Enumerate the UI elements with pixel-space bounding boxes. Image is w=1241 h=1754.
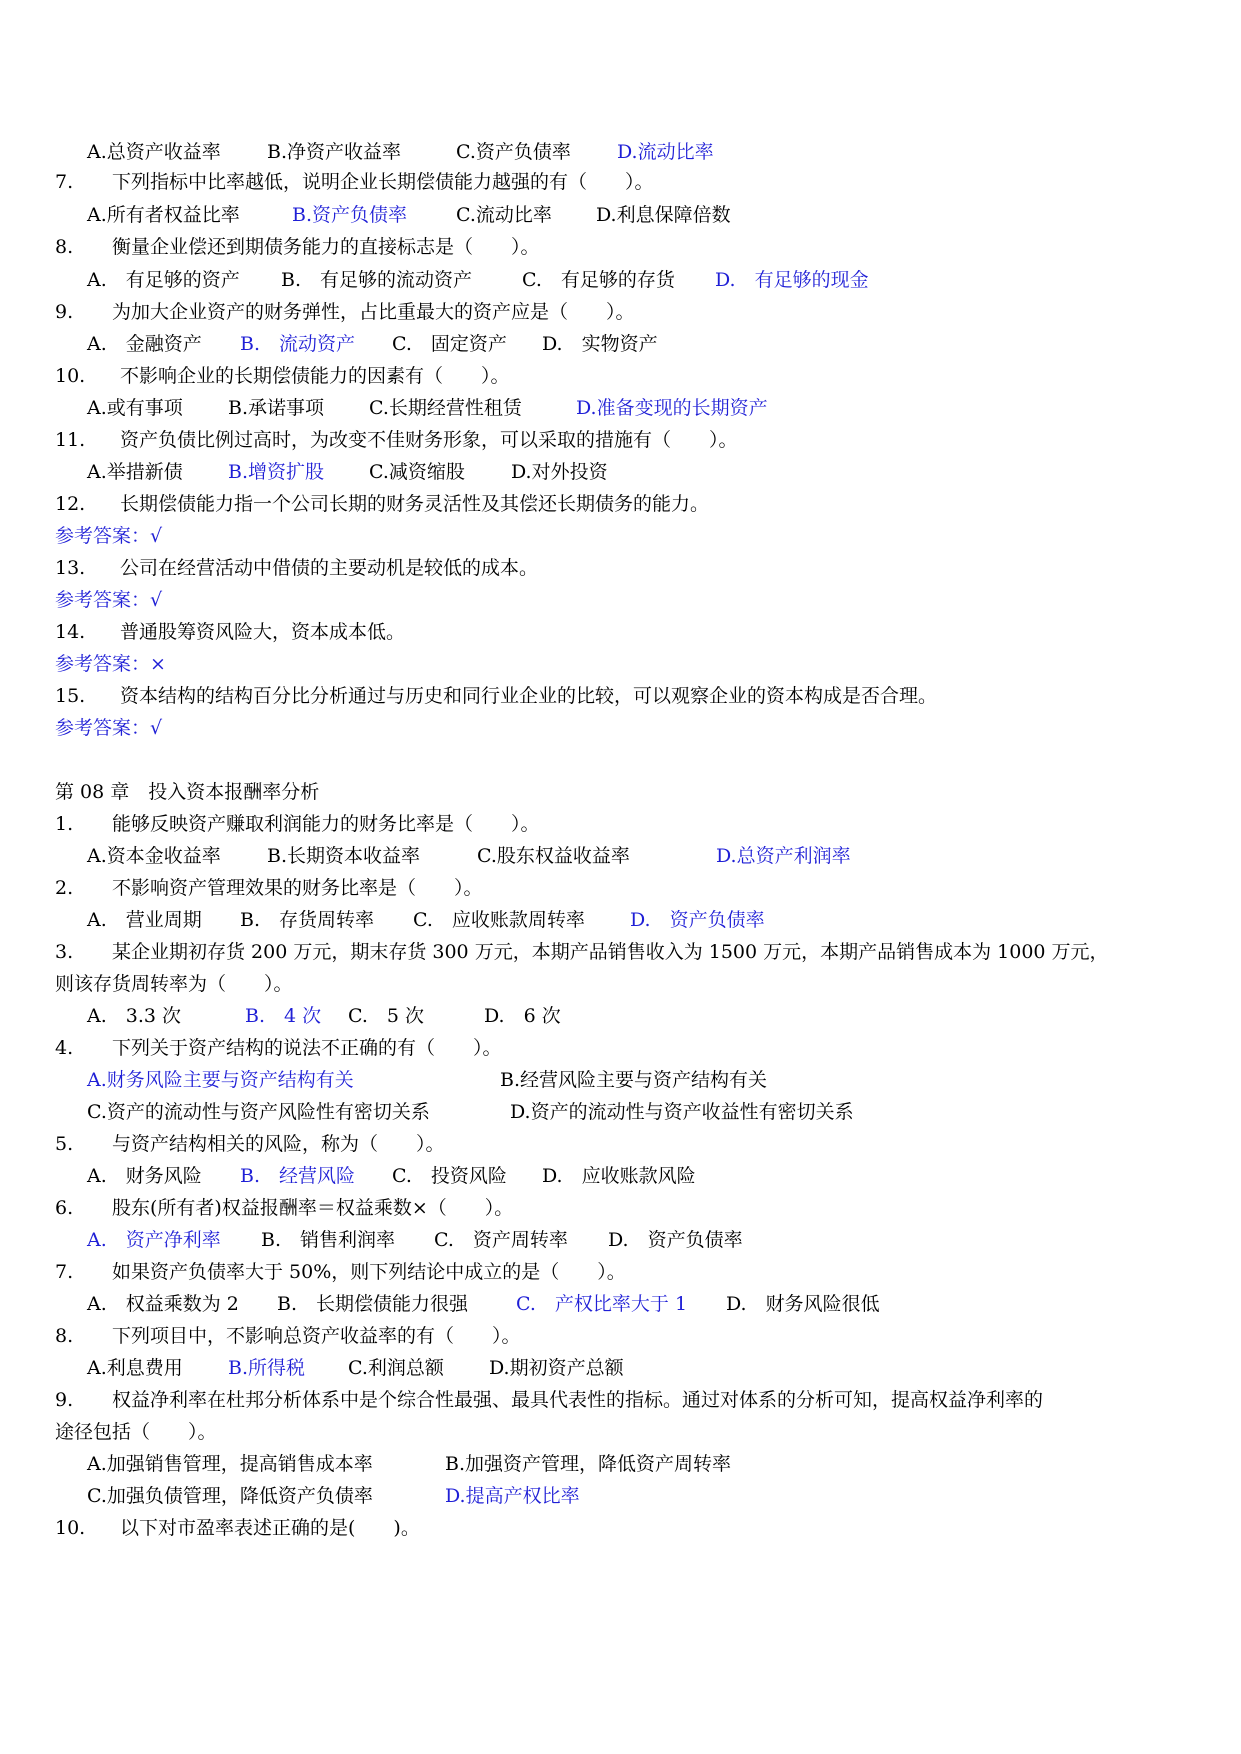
- question-line: [0, 1033, 1241, 1063]
- option: C. 投资风险: [392, 1165, 507, 1187]
- option: A. 金融资产: [87, 333, 202, 355]
- option-correct: B. 经营风险: [240, 1165, 356, 1187]
- question-number: 7.: [55, 1261, 74, 1283]
- question-number: 9.: [55, 301, 74, 323]
- question-text: 某企业期初存货 200 万元，期末存货 300 万元，本期产品销售收入为 1500 万元，本期产品销售成本为 1000 万元，: [112, 941, 1109, 963]
- question-line: [0, 1257, 1241, 1287]
- options-line: [0, 329, 1241, 359]
- option: A. 权益乘数为 2: [87, 1293, 239, 1315]
- options-line: [0, 1161, 1241, 1191]
- question-text: 如果资产负债率大于 50%，则下列结论中成立的是（ ）。: [112, 1261, 626, 1283]
- question-line: [0, 937, 1241, 967]
- reference-answer: [0, 585, 1241, 615]
- question-number: 3.: [55, 941, 74, 963]
- option: A.举措新债: [87, 461, 183, 483]
- question-continuation: [0, 1417, 1241, 1447]
- option-correct: B.资产负债率: [292, 204, 408, 226]
- option-correct: A. 资产净利率: [87, 1229, 221, 1251]
- question-text: 权益净利率在杜邦分析体系中是个综合性最强、最具代表性的指标。通过对体系的分析可知，提高权益净利率的: [112, 1389, 1044, 1411]
- question-line: [0, 1129, 1241, 1159]
- reference-answer-text: 参考答案：√: [55, 717, 163, 739]
- option: D.对外投资: [511, 461, 608, 483]
- question-number: 5.: [55, 1133, 74, 1155]
- option: A. 3.3 次: [87, 1005, 182, 1027]
- question-number: 10.: [55, 365, 86, 387]
- chapter-title: 第 08 章 投入资本报酬率分析: [55, 781, 320, 803]
- option: D. 财务风险很低: [726, 1293, 880, 1315]
- reference-answer-text: 参考答案：√: [55, 589, 163, 611]
- reference-answer: [0, 713, 1241, 743]
- options-line: [0, 1001, 1241, 1031]
- question-line: [0, 553, 1241, 583]
- option-correct: B.增资扩股: [228, 461, 325, 483]
- option-correct: B. 流动资产: [240, 333, 356, 355]
- continuation-text: 则该存货周转率为（ ）。: [55, 973, 293, 995]
- question-line: [0, 681, 1241, 711]
- question-number: 8.: [55, 236, 74, 258]
- option-correct: B. 4 次: [245, 1005, 322, 1027]
- question-text: 普通股筹资风险大，资本成本低。: [120, 621, 406, 643]
- option: B.经营风险主要与资产结构有关: [500, 1069, 768, 1091]
- option: A.加强销售管理，提高销售成本率: [87, 1453, 373, 1475]
- option-correct: D. 资产负债率: [630, 909, 765, 931]
- option: A.资本金收益率: [87, 845, 221, 867]
- option: C. 有足够的存货: [522, 269, 675, 291]
- option: D. 资产负债率: [608, 1229, 743, 1251]
- question-number: 12.: [55, 493, 86, 515]
- question-text: 不影响资产管理效果的财务比率是（ ）。: [112, 877, 483, 899]
- options-line: [0, 200, 1241, 230]
- question-number: 13.: [55, 557, 86, 579]
- option: B. 长期偿债能力很强: [277, 1293, 469, 1315]
- option: C.长期经营性租赁: [369, 397, 522, 419]
- question-line: [0, 809, 1241, 839]
- option: C. 固定资产: [392, 333, 507, 355]
- question-text: 资产负债比例过高时，为改变不佳财务形象，可以采取的措施有（ ）。: [120, 429, 738, 451]
- question-number: 8.: [55, 1325, 74, 1347]
- option-correct: D.提高产权比率: [445, 1485, 580, 1507]
- option: C.利润总额: [348, 1357, 444, 1379]
- option: B.承诺事项: [228, 397, 325, 419]
- question-number: 15.: [55, 685, 86, 707]
- options-line: [0, 1449, 1241, 1479]
- reference-answer: [0, 521, 1241, 551]
- question-line: [0, 232, 1241, 262]
- question-line: [0, 361, 1241, 391]
- options-line: [0, 393, 1241, 423]
- options-line: [0, 841, 1241, 871]
- question-text: 长期偿债能力指一个公司长期的财务灵活性及其偿还长期债务的能力。: [120, 493, 710, 515]
- question-number: 11.: [55, 429, 86, 451]
- question-number: 10.: [55, 1517, 86, 1539]
- option: A.总资产收益率: [87, 141, 221, 163]
- option: D.期初资产总额: [489, 1357, 624, 1379]
- question-text: 衡量企业偿还到期债务能力的直接标志是（ ）。: [112, 236, 540, 258]
- option: B.净资产收益率: [267, 141, 402, 163]
- reference-answer-text: 参考答案：√: [55, 525, 163, 547]
- option-correct: C. 产权比率大于 1: [516, 1293, 688, 1315]
- question-text: 与资产结构相关的风险，称为（ ）。: [112, 1133, 445, 1155]
- question-line: [0, 1385, 1241, 1415]
- options-line: [0, 137, 1241, 167]
- options-line: [0, 265, 1241, 295]
- continuation-text: 途径包括（ ）。: [55, 1421, 217, 1443]
- option: B. 有足够的流动资产: [281, 269, 473, 291]
- option: D.资产的流动性与资产收益性有密切关系: [510, 1101, 854, 1123]
- question-text: 下列关于资产结构的说法不正确的有（ ）。: [112, 1037, 502, 1059]
- options-line: [0, 1097, 1241, 1127]
- option: A. 有足够的资产: [87, 269, 240, 291]
- reference-answer: [0, 649, 1241, 679]
- option-correct: D.准备变现的长期资产: [576, 397, 768, 419]
- question-line: [0, 425, 1241, 455]
- options-line: [0, 457, 1241, 487]
- question-text: 股东(所有者)权益报酬率＝权益乘数×（ ）。: [112, 1197, 514, 1219]
- options-line: [0, 1225, 1241, 1255]
- option: A. 财务风险: [87, 1165, 202, 1187]
- option: B. 存货周转率: [240, 909, 375, 931]
- option: C.加强负债管理，降低资产负债率: [87, 1485, 373, 1507]
- option: C. 5 次: [348, 1005, 425, 1027]
- question-number: 1.: [55, 813, 74, 835]
- question-text: 以下对市盈率表述正确的是( )。: [120, 1517, 420, 1539]
- option: B.长期资本收益率: [267, 845, 421, 867]
- question-text: 公司在经营活动中借债的主要动机是较低的成本。: [120, 557, 539, 579]
- options-line: [0, 1353, 1241, 1383]
- question-number: 4.: [55, 1037, 74, 1059]
- option: C.减资缩股: [369, 461, 465, 483]
- question-line: [0, 167, 1241, 197]
- option: A.利息费用: [87, 1357, 183, 1379]
- chapter-heading: [0, 777, 1241, 807]
- question-line: [0, 297, 1241, 327]
- question-continuation: [0, 969, 1241, 999]
- option: D.利息保障倍数: [596, 204, 731, 226]
- reference-answer-text: 参考答案：×: [55, 653, 166, 675]
- question-line: [0, 873, 1241, 903]
- option: C. 资产周转率: [434, 1229, 568, 1251]
- option: D. 应收账款风险: [542, 1165, 696, 1187]
- option: B.加强资产管理，降低资产周转率: [445, 1453, 732, 1475]
- option: C.股东权益收益率: [477, 845, 630, 867]
- option: D. 6 次: [484, 1005, 561, 1027]
- question-text: 下列指标中比率越低，说明企业长期偿债能力越强的有（ ）。: [112, 171, 654, 193]
- question-line: [0, 489, 1241, 519]
- option: C. 应收账款周转率: [413, 909, 585, 931]
- question-text: 能够反映资产赚取利润能力的财务比率是（ ）。: [112, 813, 540, 835]
- options-line: [0, 1065, 1241, 1095]
- option: B. 销售利润率: [261, 1229, 396, 1251]
- options-line: [0, 905, 1241, 935]
- option: A.或有事项: [87, 397, 183, 419]
- option-correct: D. 有足够的现金: [715, 269, 869, 291]
- options-line: [0, 1481, 1241, 1511]
- question-line: [0, 1193, 1241, 1223]
- question-number: 2.: [55, 877, 74, 899]
- option-correct: B.所得税: [228, 1357, 306, 1379]
- question-text: 不影响企业的长期偿债能力的因素有（ ）。: [120, 365, 510, 387]
- question-text: 资本结构的结构百分比分析通过与历史和同行业企业的比较，可以观察企业的资本构成是否合理。: [120, 685, 938, 707]
- option-correct: A.财务风险主要与资产结构有关: [87, 1069, 354, 1091]
- question-number: 6.: [55, 1197, 74, 1219]
- option: A. 营业周期: [87, 909, 202, 931]
- question-text: 为加大企业资产的财务弹性，占比重最大的资产应是（ ）。: [112, 301, 635, 323]
- option: D. 实物资产: [542, 333, 658, 355]
- question-line: [0, 1513, 1241, 1543]
- option-correct: D.流动比率: [617, 141, 714, 163]
- option: A.所有者权益比率: [87, 204, 240, 226]
- option: C.资产的流动性与资产风险性有密切关系: [87, 1101, 430, 1123]
- options-line: [0, 1289, 1241, 1319]
- option: C.流动比率: [456, 204, 552, 226]
- question-text: 下列项目中，不影响总资产收益率的有（ ）。: [112, 1325, 521, 1347]
- question-number: 9.: [55, 1389, 74, 1411]
- question-line: [0, 1321, 1241, 1351]
- question-number: 7.: [55, 171, 74, 193]
- question-number: 14.: [55, 621, 86, 643]
- option: C.资产负债率: [456, 141, 571, 163]
- option-correct: D.总资产利润率: [716, 845, 851, 867]
- question-line: [0, 617, 1241, 647]
